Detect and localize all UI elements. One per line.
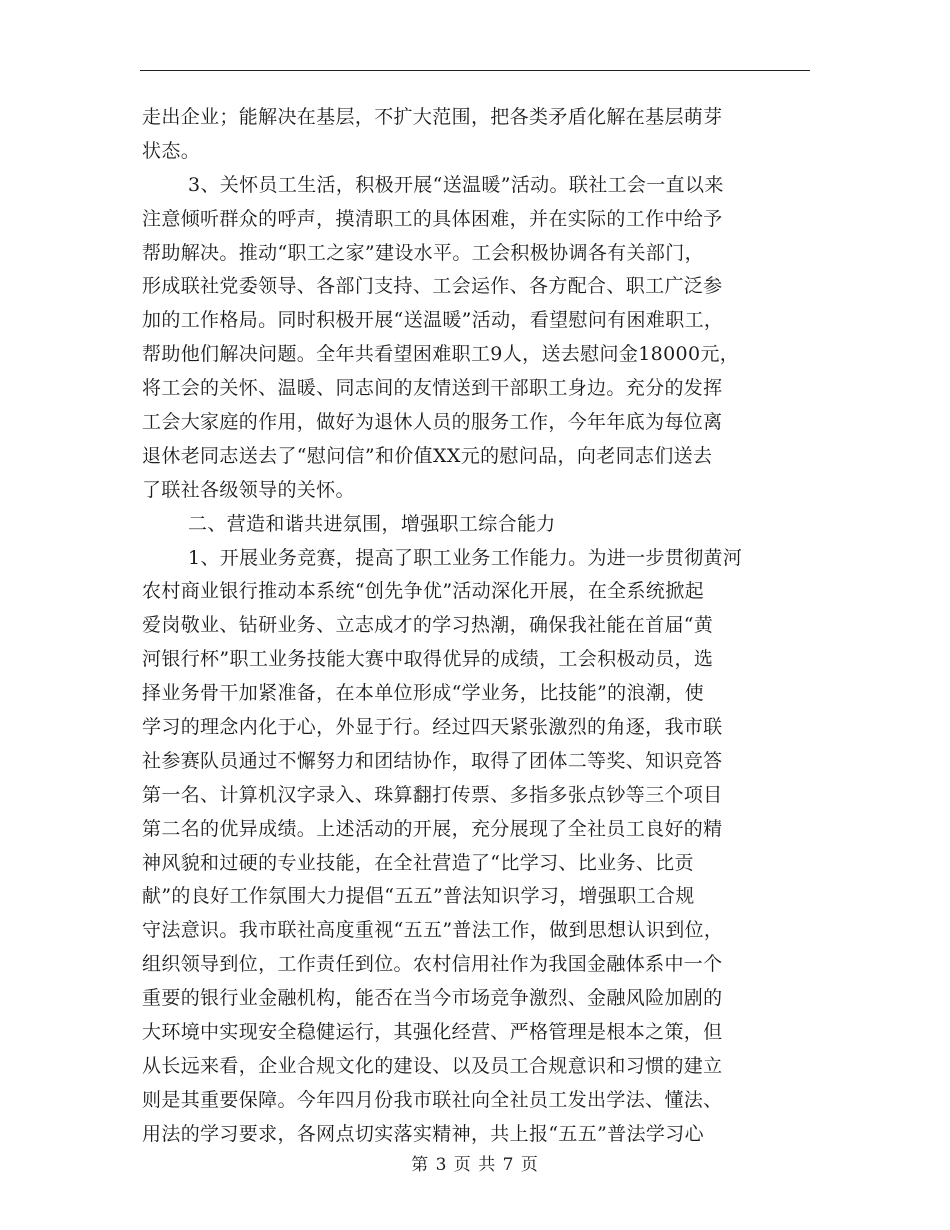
text-line: 择业务骨干加紧准备，在本单位形成“学业务，比技能”的浪潮，使 xyxy=(142,682,704,705)
paragraph-start-line: 1、开展业务竞赛，提高了职工业务工作能力。为进一步贯彻黄河 xyxy=(188,546,743,569)
text-line: 工会大家庭的作用，做好为退休人员的服务工作，今年年底为每位离 xyxy=(142,411,723,434)
text-line: 守法意识。我市联社高度重视“五五”普法工作，做到思想认识到位， xyxy=(142,919,724,942)
text-line: 献”的良好工作氛围大力提倡“五五”普法知识学习，增强职工合规 xyxy=(142,885,695,908)
text-line: 神风貌和过硬的专业技能，在全社营造了“比学习、比业务、比贡 xyxy=(142,851,694,874)
text-line: 社参赛队员通过不懈努力和团结协作，取得了团体二等奖、知识竞答 xyxy=(142,749,723,772)
text-line: 帮助解决。推动“职工之家”建设水平。工会积极协调各有关部门， xyxy=(142,241,704,264)
text-line: 注意倾听群众的呼声，摸清职工的具体困难，并在实际的工作中给予 xyxy=(142,207,723,230)
text-line: 组织领导到位，工作责任到位。农村信用社作为我国金融体系中一个 xyxy=(142,953,723,976)
text-line: 则是其重要保障。今年四月份我市联社向全社员工发出学法、懂法、 xyxy=(142,1088,723,1111)
text-line: 用法的学习要求，各网点切实落实精神，共上报“五五”普法学习心 xyxy=(142,1122,704,1145)
section-heading: 二、营造和谐共进氛围，增强职工综合能力 xyxy=(188,512,556,535)
text-line: 状态。 xyxy=(142,139,201,162)
text-line: 走出企业；能解决在基层，不扩大范围，把各类矛盾化解在基层萌芽 xyxy=(142,106,723,128)
page-footer xyxy=(0,1150,950,1175)
text-line: 退休老同志送去了“慰问信”和价值XX元的慰问品，向老同志们送去 xyxy=(142,444,713,467)
text-line: 从长远来看，企业合规文化的建设、以及员工合规意识和习惯的建立 xyxy=(142,1054,723,1077)
text-line: 大环境中实现安全稳健运行，其强化经营、严格管理是根本之策，但 xyxy=(142,1021,723,1044)
page-number: 第 3 页 共 7 页 xyxy=(411,1155,539,1175)
text-line: 重要的银行业金融机构，能否在当今市场竞争激烈、金融风险加剧的 xyxy=(142,987,723,1010)
header-rule xyxy=(140,70,810,71)
text-line: 第二名的优异成绩。上述活动的开展，充分展现了全社员工良好的精 xyxy=(142,817,723,840)
text-line: 帮助他们解决问题。全年共看望困难职工9人，送去慰问金18000元， xyxy=(142,343,740,366)
text-line: 农村商业银行推动本系统“创先争优”活动深化开展，在全系统掀起 xyxy=(142,580,704,603)
text-line: 爱岗敬业、钻研业务、立志成才的学习热潮，确保我社能在首届“黄 xyxy=(142,614,714,637)
text-line: 第一名、计算机汉字录入、珠算翻打传票、多指多张点钞等三个项目 xyxy=(142,783,723,806)
text-line: 加的工作格局。同时积极开展“送温暖”活动，看望慰问有困难职工， xyxy=(142,309,724,332)
text-line: 河银行杯”职工业务技能大赛中取得优异的成绩，工会积极动员，选 xyxy=(142,648,714,671)
paragraph-start-line: 3、关怀员工生活，积极开展“送温暖”活动。联社工会一直以来 xyxy=(188,173,724,196)
text-line: 将工会的关怀、温暖、同志间的友情送到干部职工身边。充分的发挥 xyxy=(142,377,723,400)
body-text xyxy=(142,101,812,1152)
text-line: 了联社各级领导的关怀。 xyxy=(142,478,355,501)
text-line: 形成联社党委领导、各部门支持、工会运作、各方配合、职工广泛参 xyxy=(142,275,723,298)
text-line: 学习的理念内化于心，外显于行。经过四天紧张激烈的角逐，我市联 xyxy=(142,716,723,739)
